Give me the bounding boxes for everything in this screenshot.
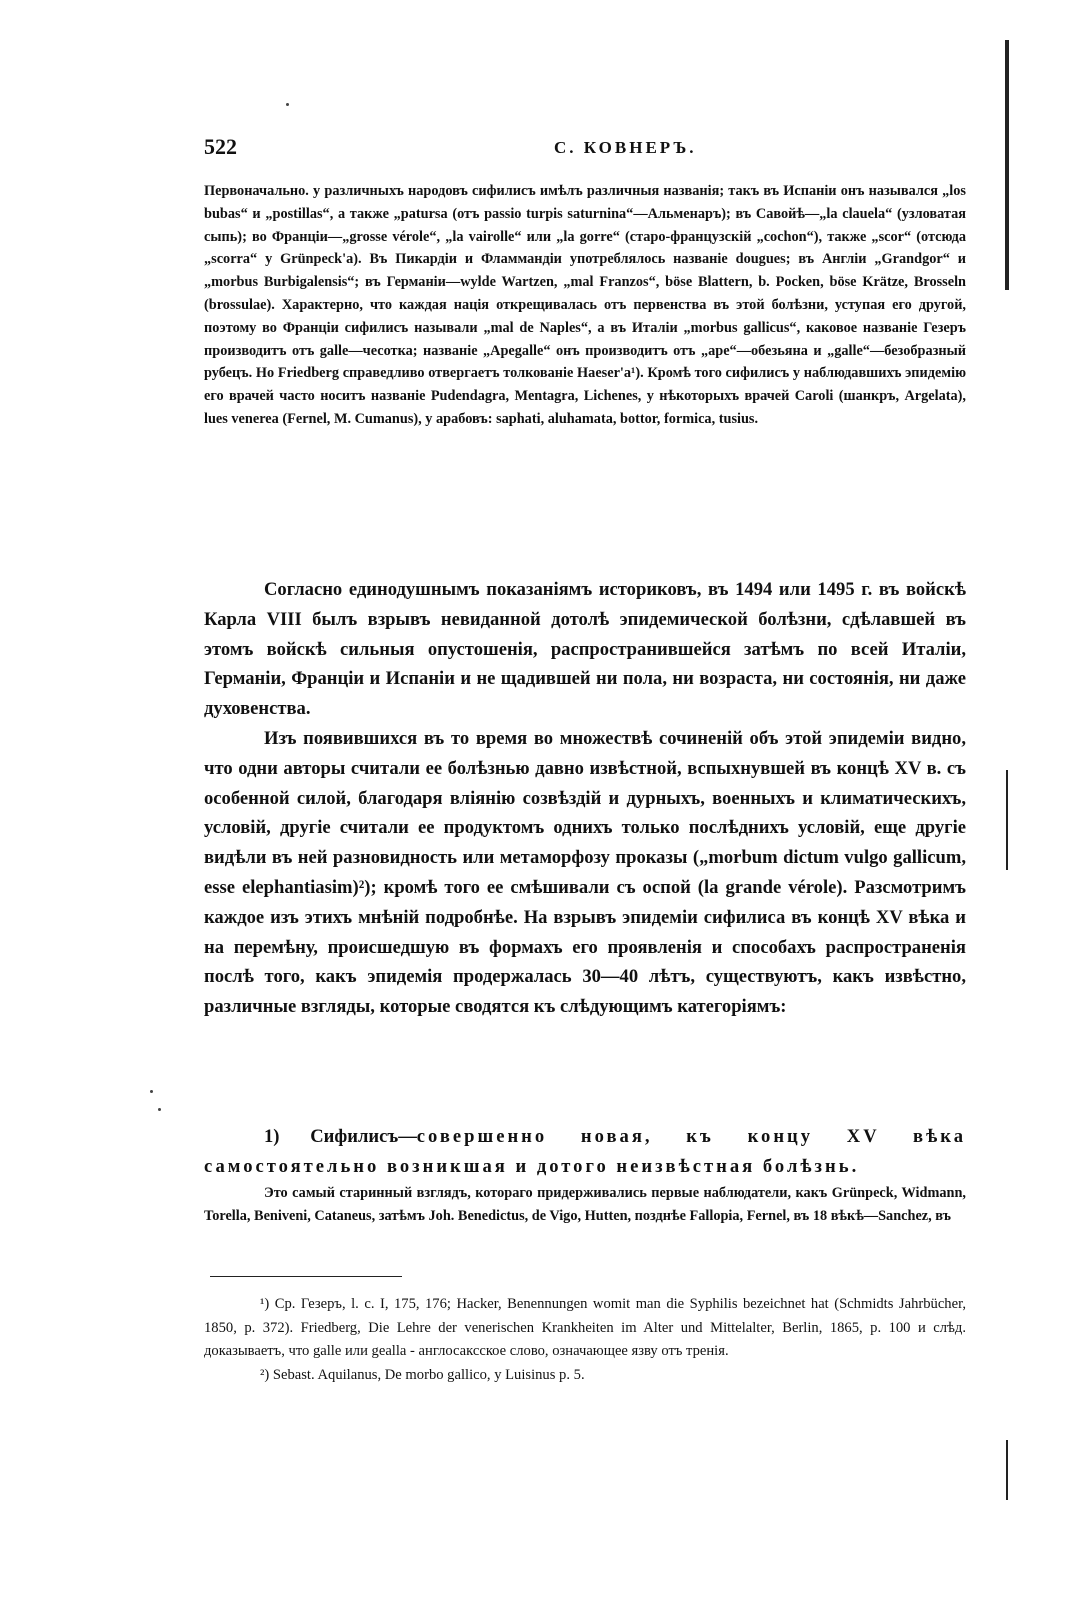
intro-small-print (204, 180, 966, 431)
paragraph-2: Изъ появившихся въ то время во множествѣ сочиненій объ этой эпидеміи видно, что одни авторы считали ее болѣзнью давно извѣстной, вспыхнувшей въ концѣ XV в. съ особенной силой, благодаря вліянію созвѣздій и дурныхъ, военныхъ и климатическихъ, условій, другіе считали ее продуктомъ однихъ только послѣднихъ условій, еще другіе видѣли въ ней разновидность или метаморфозу проказы („morbum dictum vulgo gallicum, esse elephantiasim)²); кромѣ того ее смѣшивали съ оспой (la grande vérole). Разсмотримъ каждое изъ этихъ мнѣній подробнѣе. На взрывъ эпидеміи сифилиса въ концѣ XV вѣка и на перемѣну, происшедшую въ формахъ его проявленія и способахъ распространенія послѣ того, какъ эпидемія продержалась 30—40 лѣтъ, существуютъ, какъ извѣстно, различные взгляды, которые сводятся къ слѣдующимъ категоріямъ: (204, 727, 966, 1018)
main-text (204, 575, 966, 1022)
footnotes (204, 1293, 966, 1387)
speck (158, 1108, 161, 1111)
category-item-spaced: совершенно новая, къ концу XV вѣка самостоятельно возникшая и дотого неизвѣстная болѣзнь. (204, 1126, 966, 1177)
speck (150, 1090, 153, 1093)
paragraph-1: Согласно единодушнымъ показаніямъ историковъ, въ 1494 или 1495 г. въ войскѣ Карла VIII былъ взрывъ невиданной дотолѣ эпидемической болѣзни, сдѣлавшей въ этомъ войскѣ сильныя опустошенія, распространившейся затѣмъ по всей Италіи, Германіи, Франціи и Испаніи и не щадившей ни пола, ни возраста, ни состоянія, ни даже духовенства. (204, 579, 966, 720)
page-edge-mark (1006, 1440, 1008, 1500)
category-note (204, 1182, 966, 1228)
category-note-text: Это самый старинный взглядъ, котораго придерживались первые наблюдатели, какъ Grünpeck, Widmann, Torella, Beniveni, Cataneus, затѣмъ Joh. Benedictus, de Vigo, Hutten, позднѣе Fallopia, Fernel, въ 18 вѣкѣ—Sanchez, въ (204, 1185, 966, 1224)
page-number: 522 (204, 134, 237, 159)
page-edge-mark (1006, 770, 1008, 870)
footnote-rule (210, 1276, 402, 1277)
category-item-1 (204, 1122, 966, 1182)
page-edge-mark (1005, 40, 1009, 290)
category-item-lead: 1) Сифилисъ— (264, 1126, 417, 1147)
footnote-2: ²) Sebast. Aquilanus, De morbo gallico, y Luisinus p. 5. (260, 1366, 585, 1383)
intro-paragraph: Первоначально. у различныхъ народовъ сифилисъ имѣлъ различныя названія; такъ въ Испаніи онъ назывался „los bubas“ и „postillas“, а также „patursa (отъ passio turpis saturnina“—Альменаръ); въ Савойѣ—„la clauela“ (узловатая сыпь); во Франціи—„grosse vérole“, „la vairolle“ или „la gorre“ (старо-французскій „cochon“), также „scor“ (отсюда „scorra“ у Grünpeck'а). Въ Пикардіи и Фламмандіи употреблялось названіе dougues; въ Англіи „Grandgor“ и „morbus Burbigalensis“; въ Германіи—wylde Wartzen, „mal Franzos“, böse Blattern, b. Pocken, böse Krätze, Brosseln (brossulae). Характерно, что каждая нація открещивалась отъ первенства въ этой болѣзни, уступая его другой, поэтому во Франціи сифилисъ называли „mal de Naples“, а въ Италіи „morbus gallicus“, каковое названіе Гезеръ производитъ отъ galle—чесотка; названіе „Apegalle“ онъ производитъ отъ „ape“—обезьяна и „galle“—безобразный рубецъ. Но Friedberg справедливо отвергаетъ толкованіе Haeser'а¹). Кромѣ того сифилисъ у наблюдавшихъ эпидемію его врачей часто носитъ названіе Pudendagra, Mentagra, Lichenes, у нѣкоторыхъ врачей Caroli (шанкръ, Argelata), lues venerea (Fernel, M. Cumanus), у арабовъ: saphati, aluhamata, bottor, formica, tusius. (204, 183, 966, 427)
page-header (204, 134, 974, 164)
running-head: С. КОВНЕРЪ. (554, 138, 697, 157)
footnote-1: ¹) Ср. Гезеръ, l. c. I, 175, 176; Hacker, Benennungen womit man die Syphilis bezeichnet hat (Schmidts Jahrbücher, 1850, p. 372). Friedberg, Die Lehre der venerischen Krankheiten im Alter und Mittelalter, Berlin, 1865, p. 100 и слѣд. доказываетъ, что galle или gealla - англосаксское слово, означающее язву отъ тренія. (204, 1296, 966, 1359)
speck (286, 103, 289, 106)
